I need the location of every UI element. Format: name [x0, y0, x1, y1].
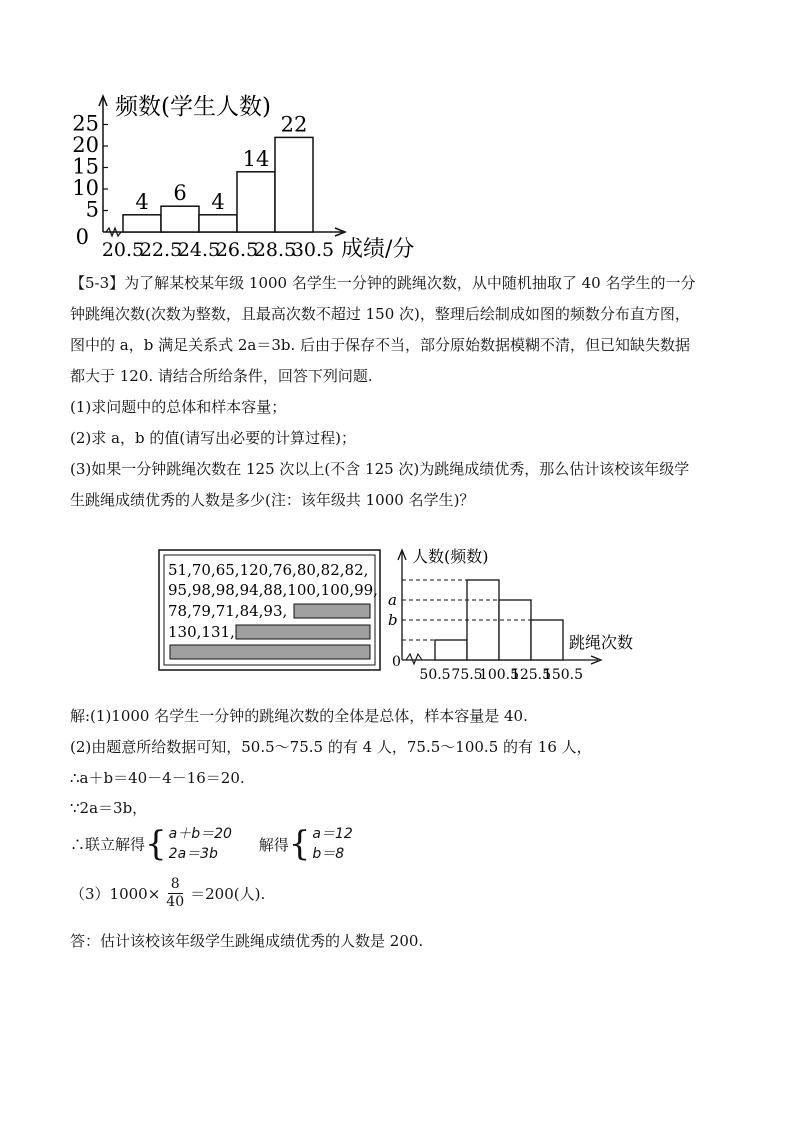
x-tick-label: 125.5	[510, 667, 552, 683]
bar-value-label: 4	[135, 189, 149, 214]
y-tick-label: 0	[75, 225, 89, 249]
x-tick-label: 24.5	[177, 239, 221, 261]
bar	[499, 600, 531, 660]
y-tick-label: 20	[72, 133, 99, 157]
x-tick-label: 22.5	[139, 239, 183, 261]
x-axis-label: 成绩/分	[341, 237, 415, 262]
problem-line: 图中的 a，b 满足关系式 2a＝3b. 后由于保存不当，部分原始数据模糊不清，但已知缺失数据	[70, 336, 691, 354]
left-brace: {	[145, 824, 167, 864]
problem-line: 钟跳绳次数(次数为整数，且最高次数不超过 150 次)，整理后绘制成如图的频数分布直方图，	[70, 305, 690, 323]
blurred-data	[170, 645, 370, 659]
bar-value-label: 22	[280, 112, 308, 137]
y-axis-label: 频数(学生人数)	[115, 94, 271, 120]
x-tick-label: 100.5	[478, 667, 520, 683]
bar	[435, 640, 467, 660]
bar-value-label: 6	[173, 181, 187, 206]
solution-line-2: (2)由题意所给数据可知，50.5～75.5 的有 4 人，75.5～100.5 的有 16 人，	[70, 738, 592, 756]
blurred-data	[294, 604, 370, 618]
problem-line: 【5-3】为了解某校某年级 1000 名学生一分钟的跳绳次数，从中随机抽取了 40 名学生的一分	[70, 274, 696, 292]
bar	[275, 137, 313, 232]
equation: b＝8	[312, 846, 345, 862]
bar-value-label: 14	[242, 146, 270, 171]
problem-text	[70, 268, 750, 516]
equation-system-2	[312, 824, 352, 864]
calc-suffix: ＝200(人).	[190, 885, 266, 903]
jump-rope-histogram	[158, 547, 634, 688]
solution-mid: 解得	[258, 835, 289, 854]
bar	[531, 620, 563, 660]
x-tick-label: 75.5	[451, 667, 483, 683]
score-histogram	[55, 90, 445, 265]
bar	[161, 206, 199, 232]
equation: a＝12	[312, 826, 353, 842]
left-brace: {	[288, 824, 311, 864]
x-tick-label: 50.5	[419, 667, 451, 683]
x-tick-label: 28.5	[253, 239, 297, 261]
y-tick-label: 25	[72, 111, 99, 136]
y-axis-label: 人数(频数)	[412, 547, 489, 566]
data-row: 51,70,65,120,76,80,82,82,	[168, 561, 369, 579]
equation-system-1	[169, 824, 232, 864]
equation: a＋b＝20	[168, 826, 232, 842]
problem-line: (3)如果一分钟跳绳次数在 125 次以上(不含 125 次)为跳绳成绩优秀，那么估计该校该年级学	[70, 460, 690, 478]
problem-line: (1)求问题中的总体和样本容量；	[70, 398, 287, 416]
y-tick-label: a	[388, 591, 397, 609]
x-tick-label: 26.5	[215, 239, 259, 261]
problem-line: 都大于 120. 请结合所给条件，回答下列问题.	[70, 367, 373, 385]
bar	[199, 215, 237, 232]
data-row: 95,98,98,94,88,100,100,99,	[168, 581, 378, 599]
fraction-denominator: 40	[166, 894, 185, 910]
y-tick-label: 15	[72, 154, 99, 179]
calc-prefix: （3）1000×	[70, 885, 161, 903]
bar	[237, 172, 275, 232]
solution-line-5	[70, 824, 353, 864]
axis-break	[406, 654, 422, 664]
solution-line-1: 解:(1)1000 名学生一分钟的跳绳次数的全体是总体，样本容量是 40.	[70, 707, 528, 725]
solution-line-7: 答：估计该校该年级学生跳绳成绩优秀的人数是 200.	[70, 932, 424, 950]
fraction	[163, 876, 187, 911]
x-tick-label: 20.5	[101, 239, 145, 261]
problem-line: 生跳绳成绩优秀的人数是多少(注：该年级共 1000 名学生)？	[70, 491, 475, 509]
blurred-data	[236, 625, 370, 639]
data-row: 78,79,71,84,93,	[168, 602, 288, 620]
y-tick-label: 5	[85, 197, 99, 222]
data-row: 130,131,	[168, 623, 235, 641]
bar	[123, 215, 161, 232]
solution-line-4: ∵2a＝3b，	[70, 799, 148, 817]
origin-label: 0	[392, 654, 401, 670]
bar-value-label: 4	[211, 189, 225, 214]
y-tick-label: 10	[72, 176, 99, 200]
problem-line: (2)求 a，b 的值(请写出必要的计算过程)；	[70, 429, 357, 447]
solution-prefix: ∴联立解得	[70, 835, 146, 854]
solution-line-6	[70, 876, 265, 911]
x-tick-label: 150.5	[542, 667, 584, 683]
equation: 2a＝3b	[168, 846, 218, 862]
x-axis-label: 跳绳次数	[569, 633, 634, 652]
solution-line-3: ∴a＋b＝40－4－16＝20.	[70, 769, 245, 787]
x-tick-label: 30.5	[291, 239, 335, 261]
y-tick-label: b	[388, 611, 398, 629]
fraction-numerator: 8	[168, 876, 183, 894]
